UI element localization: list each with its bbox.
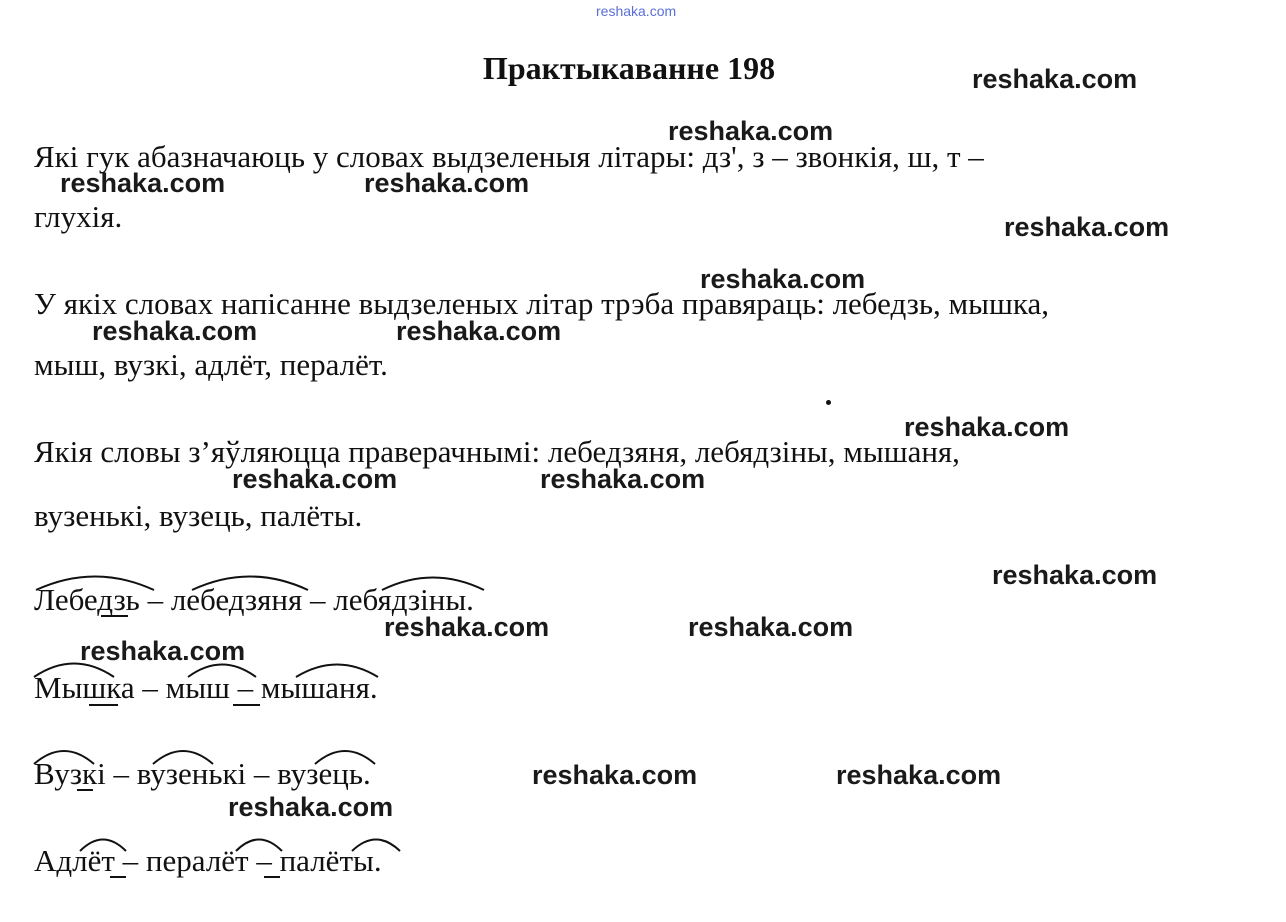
paragraph-2-line-2: мыш, вузкі, адлёт, пералёт. xyxy=(34,347,388,382)
word-group-adlyot: Адлёт – пералёт – палёты. xyxy=(34,843,382,878)
paragraph-3-line-2: вузенькі, вузець, палёты. xyxy=(34,498,363,533)
watermark: reshaka.com xyxy=(532,760,698,790)
watermark: reshaka.com xyxy=(396,316,562,346)
page-title: Практыкаванне 198 xyxy=(482,50,776,86)
watermark: reshaka.com xyxy=(972,64,1138,94)
watermark: reshaka.com xyxy=(60,168,226,198)
watermark: reshaka.com xyxy=(540,464,706,494)
watermark: reshaka.com xyxy=(80,636,246,666)
watermark: reshaka.com xyxy=(668,116,834,146)
watermark: reshaka.com xyxy=(688,612,854,642)
paragraph-1-line-2: глухія. xyxy=(34,199,123,234)
watermark: reshaka.com xyxy=(700,264,866,294)
watermark: reshaka.com xyxy=(228,792,394,822)
stray-dot xyxy=(826,400,831,405)
paragraph-3-line-1: Якія словы з’яўляюцца праверачнымі: лебедзяня, лебядзіны, мышаня, xyxy=(34,434,960,469)
source-link[interactable]: reshaka.com xyxy=(596,3,677,19)
word-group-myshka: Мышка – мыш – мышаня. xyxy=(34,670,378,705)
watermark: reshaka.com xyxy=(992,560,1158,590)
watermark: reshaka.com xyxy=(384,612,550,642)
watermark: reshaka.com xyxy=(904,412,1070,442)
paragraph-2-line-1: У якіх словах напісанне выдзеленых літар трэба правяраць: лебедзь, мышка, xyxy=(34,286,1049,321)
watermark: reshaka.com xyxy=(364,168,530,198)
word-group-vuzki: Вузкі – вузенькі – вузець. xyxy=(34,756,371,791)
watermark: reshaka.com xyxy=(92,316,258,346)
watermark: reshaka.com xyxy=(836,760,1002,790)
word-group-lebedz: Лебедзь – лебедзяня – лебядзіны. xyxy=(34,582,474,617)
paragraph-1-line-1: Які гук абазначаюць у словах выдзеленыя літары: дз', з – звонкія, ш, т – xyxy=(34,139,984,174)
watermark: reshaka.com xyxy=(232,464,398,494)
watermark: reshaka.com xyxy=(1004,212,1170,242)
